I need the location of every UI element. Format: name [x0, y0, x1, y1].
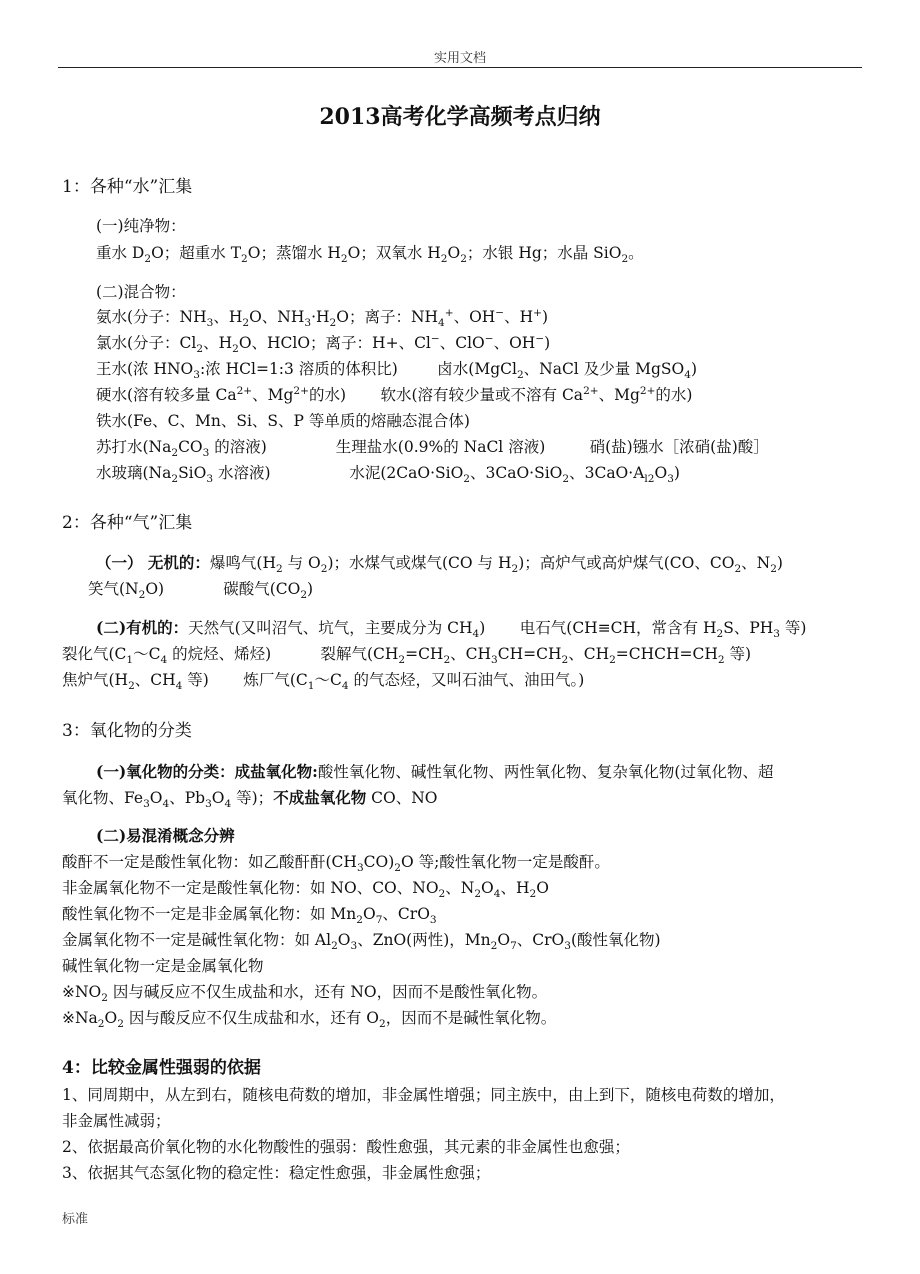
aqua-regia-line: 王水(浓 $HNO_3$:浓 HCl=1:3 溶质的体积比) 卤水(MgCl$_2$、NaCl 及少量 MgSO$_4$) — [96, 360, 697, 382]
laughing-gas-line: 笑气$(N_2O)$ 碳酸气$(CO_2)$ — [88, 580, 314, 602]
molten-iron-line: 铁水(Fe、C、Mn、Si、S、P 等单质的熔融态混合体) — [96, 412, 470, 430]
cracking-gas-line: 裂化气($C_1\sim C_4$ 的烷烃、烯烃) 裂解气($CH_2=CH_2$、$CH_3CH=CH_2$、$CH_2=CHCH=CH_2$ 等) — [62, 645, 752, 667]
no2-note-line: $※NO_2$ 因与碱反应不仅生成盐和水，还有 NO，因而不是酸性氧化物。 — [62, 983, 548, 1005]
header-rule — [58, 67, 862, 68]
oxide-classification-label: (一)氧化物的分类： — [96, 762, 235, 781]
nonmetal-oxide-line: 非金属氧化物不一定是酸性氧化物：如 NO、CO、$NO_2$、$N_2O_4$、$H_2O$ — [62, 879, 549, 901]
acidic-oxide-line: 酸性氧化物不一定是非金属氧化物：如 $Mn_2O_7$、CrO$_3$ — [62, 905, 437, 927]
page-header: 实用文档 — [433, 51, 486, 66]
coke-oven-gas-line: 焦炉气($H_2$、$CH_4$ 等) 炼厂气($C_1\sim C_4$ 的气态烃，又叫石油气、油田气。) — [62, 671, 585, 693]
confusing-concepts-label: (二)易混淆概念分辨 — [96, 826, 235, 845]
ammonia-water-line: 氨水(分子：$NH_3$、$H_2O$、$NH_3\cdot H_2O$；离子：$NH_4^+$、OH−、H+) — [96, 306, 549, 330]
section4-item1a: 1、同周期中，从左到右，随核电荷数的增加，非金属性增强；同主族中，由上到下，随核电荷数的增加， — [62, 1086, 785, 1104]
document-title: 2013高考化学高频考点归纳 — [319, 104, 601, 130]
section4-item2: 2、依据最高价氧化物的水化物酸性的强弱：酸性愈强，其元素的非金属性也愈强； — [62, 1138, 630, 1156]
salt-forming-label: 成盐氧化物: — [234, 762, 318, 781]
section4-item3: 3、依据其气态氢化物的稳定性：稳定性愈强，非金属性愈强； — [62, 1164, 491, 1182]
section1-sub2-label: (二)混合物： — [96, 283, 186, 301]
page-footer: 标准 — [62, 1212, 89, 1227]
organic-label: (二)有机的： — [96, 618, 189, 637]
section1-heading: 1：各种“水”汇集 — [62, 177, 193, 197]
section1-sub1-label: (一)纯净物： — [96, 217, 186, 235]
oxide-classification-line: (一)氧化物的分类：成盐氧化物:酸性氧化物、碱性氧化物、两性氧化物、复杂氧化物(过氧化物、超 — [96, 762, 774, 781]
section2-heading: 2：各种“气”汇集 — [62, 513, 193, 533]
na2o2-note-line: $※Na_2O_2$ 因与酸反应不仅生成盐和水，还有 $O_2$，因而不是碱性氧化物。 — [62, 1009, 557, 1031]
hard-water-line: 硬水(溶有较多量 $Ca^{2+}$、$Mg^{2+}$的水) 软水(溶有较少量或不溶有 $Ca^{2+}$、$Mg^{2+}$的水) — [96, 384, 693, 404]
oxide-classification-line2: 氧化物、$Fe_3O_4$、$Pb_3O_4$ 等)；不成盐氧化物 CO、NO — [62, 788, 438, 811]
metal-oxide-line: 金属氧化物不一定是碱性氧化物：如 $Al_2O_3$、ZnO(两性)，$Mn_2O_7$、CrO$_3$(酸性氧化物) — [62, 931, 661, 953]
water-glass-line: 水玻璃($Na_2SiO_3$ 水溶液) 水泥(2CaO·SiO$_2$、3CaO·SiO$_2$、$3CaO\cdot A_{l2}O_3$) — [96, 464, 680, 486]
organic-gases-line: (二)有机的：天然气(又叫沼气、坑气，主要成分为 $CH_4$) 电石气(CH≡CH，常含有 $H_2S$、$PH_3$ 等) — [96, 618, 807, 641]
inorganic-label: （一） 无机的： — [96, 553, 210, 572]
inorganic-gases-line: （一） 无机的：爆鸣气($H_2$ 与 $O_2$)；水煤气或煤气(CO 与 $H_2$)；高炉气或高炉煤气(CO、$CO_2$、$N_2$) — [96, 553, 783, 576]
section3-heading: 3：氧化物的分类 — [62, 721, 192, 741]
section4-item1b: 非金属性减弱； — [62, 1112, 171, 1130]
pure-substances-line: 重水 $D_2O$；超重水 $T_2O$；蒸馏水 $H_2O$；双氧水 $H_2O_2$；水银 Hg；水晶 SiO$_2$。 — [96, 244, 644, 266]
anhydride-line: 酸酐不一定是酸性氧化物：如乙酸酐酐$(CH_3CO)_2O$ 等;酸性氧化物一定是酸酐。 — [62, 853, 610, 875]
non-salt-forming-label: 不成盐氧化物 — [273, 788, 367, 807]
chlorine-water-line: 氯水(分子：$Cl_2$、$H_2O$、HClO；离子：H+、Cl−、ClO−、OH−) — [96, 332, 551, 356]
section4-heading: 4：比较金属性强弱的依据 — [62, 1058, 261, 1078]
soda-water-line: 苏打水($Na_2CO_3$ 的溶液) 生理盐水(0.9%的 NaCl 溶液) 硝(盐)镪水［浓硝(盐)酸］ — [96, 438, 769, 460]
basic-oxide-line: 碱性氧化物一定是金属氧化物 — [62, 957, 264, 975]
